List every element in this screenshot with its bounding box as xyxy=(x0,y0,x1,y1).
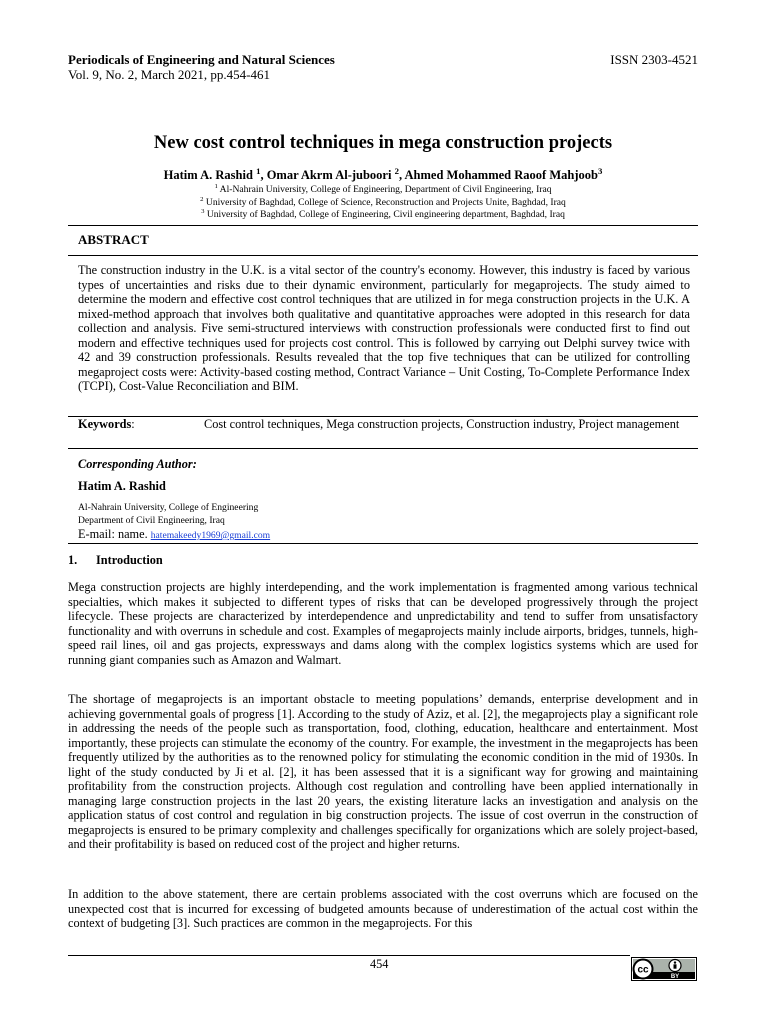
abstract-text: The construction industry in the U.K. is a vital sector of the country's economy. However, this industry is faced by various types of uncertainties and risks due to their dynamic environment, particularly for megaprojects. The study aimed to determine the modern and effective cost control techniques that are utilized in for mega construction projects in the U.K. A mixed-method approach that involves both qualitative and quantitative approaches were adopted in this research for data collection and analysis. Five semi-structured interviews with construction professionals were conducted first to find out modern and effective techniques used for projects cost control. This is followed by carrying out Delphi survey twice with 42 and 39 construction professionals. Results revealed that the top five techniques that can be utilized for controlling megaproject costs were: Activity-based costing method, Contract Variance – Unit Costing, To-Complete Performance Index (TCPI), Cost-Value Reconciliation and BIM. xyxy=(78,263,690,393)
abstract-heading-rule xyxy=(68,255,698,256)
corresponding-author-affiliation: Al-Nahrain University, College of Engineering Department of Civil Engineering, Iraq xyxy=(78,502,259,526)
abstract-heading: ABSTRACT xyxy=(78,232,149,247)
intro-paragraph-3: In addition to the above statement, there are certain problems associated with the cost overruns which are focused on the unexpected cost that is incurred for excessing of budgeted amounts because of underestimation of the actual cost within the context of budgeting [3]. Such practices are common in the megaprojects. For this xyxy=(68,887,698,930)
paper-title: New cost control techniques in mega construction projects xyxy=(153,133,613,153)
journal-issn: ISSN 2303-4521 xyxy=(610,52,698,67)
cc-by-label: BY xyxy=(670,974,680,981)
front-matter-bottom-rule xyxy=(68,543,698,544)
author-1: Hatim A. Rashid $^1$, xyxy=(163,165,267,182)
journal-volume: Vol. 9, No. 2, March 2021, pp.454-461 xyxy=(68,67,270,82)
affiliation-2: $^2$ University of Baghdad, College of Science, Reconstruction and Projects Unite, Baghdad, Iraq xyxy=(200,195,566,208)
abstract-top-rule xyxy=(68,225,698,226)
keywords-text: Cost control techniques, Mega construction projects, Construction industry, Project management xyxy=(204,417,680,431)
corresponding-author-name: Hatim A. Rashid xyxy=(78,479,166,493)
keywords-bottom-rule xyxy=(68,448,698,449)
cc-by-license-icon xyxy=(631,957,697,981)
corresponding-author-heading: Corresponding Author: xyxy=(78,457,197,471)
author-list xyxy=(68,165,698,183)
author-2: Omar Akrm Al-juboori $^2$, xyxy=(266,165,405,182)
keywords-label: Keywords: xyxy=(78,417,135,431)
email-link[interactable]: hatemakeedy1969@gmail.com xyxy=(150,530,271,541)
journal-name: Periodicals of Engineering and Natural Sciences xyxy=(68,52,335,67)
intro-paragraph-2: The shortage of megaprojects is an important obstacle to meeting populations’ demands, enterprise development and in achieving governmental goals of progress [1]. According to the study of Aziz, et al. [2], the megaprojects play a significant role in addressing the needs of the people such as transportation, food, clothing, education, healthcare and entertainment. Most importantly, these projects can stimulate the economy of the country. For example, the investment in the megaprojects has been frequently utilized by the authorities as to the renowned policy for stimulating the economic condition in the mid of 1930s. In light of the study conducted by Ji et al. [2], it has been assessed that it is a significant way for growing and maintaining profitability from the construction projects. Although cost regulation and controlling have been applied internationally in managing large construction projects in the last 20 years, the existing literature lacks an investigation and analysis on the application status of cost control and regulation in big construction projects. The issue of cost overrun in the construction of megaprojects is ensured to be primary complexity and challenges specifically for organizations which are solely project-based, and their profitability is based on reduced cost of the project and higher returns. xyxy=(68,692,698,851)
intro-paragraph-1: Mega construction projects are highly interdepending, and the work implementation is fragmented among various technical specialties, which makes it subjected to different types of risks that can be developed progressively through the project lifecycle. These projects are characterized by interdependence and unpredictability and tend to suffer from unsatisfactory functionality and with overruns in schedule and cost. Examples of megaprojects mainly include airports, bridges, tunnels, high-speed rail lines, oil and gas projects, expressways and dams along with the complex logistics systems which are used for running giant companies such as Amazon and Walmart. xyxy=(68,580,698,667)
svg-text:cc: cc xyxy=(637,964,649,976)
corresponding-author-email: E-mail: name. hatemakeedy1969@gmail.com xyxy=(78,527,271,541)
section-heading-introduction: 1. Introduction xyxy=(68,553,163,567)
affiliation-list xyxy=(68,184,698,222)
affiliation-3: $^3$ University of Baghdad, College of Engineering, Civil engineering department, Baghdad, Iraq xyxy=(201,207,565,220)
journal-header xyxy=(68,52,698,82)
footer-rule xyxy=(68,955,630,956)
page-number: 454 xyxy=(370,957,389,971)
affiliation-1: $^1$ Al-Nahrain University, College of Engineering, Department of Civil Engineering, Iraq xyxy=(214,182,552,195)
author-3: Ahmed Mohammed Raoof Mahjoob$^3$ xyxy=(404,165,603,182)
